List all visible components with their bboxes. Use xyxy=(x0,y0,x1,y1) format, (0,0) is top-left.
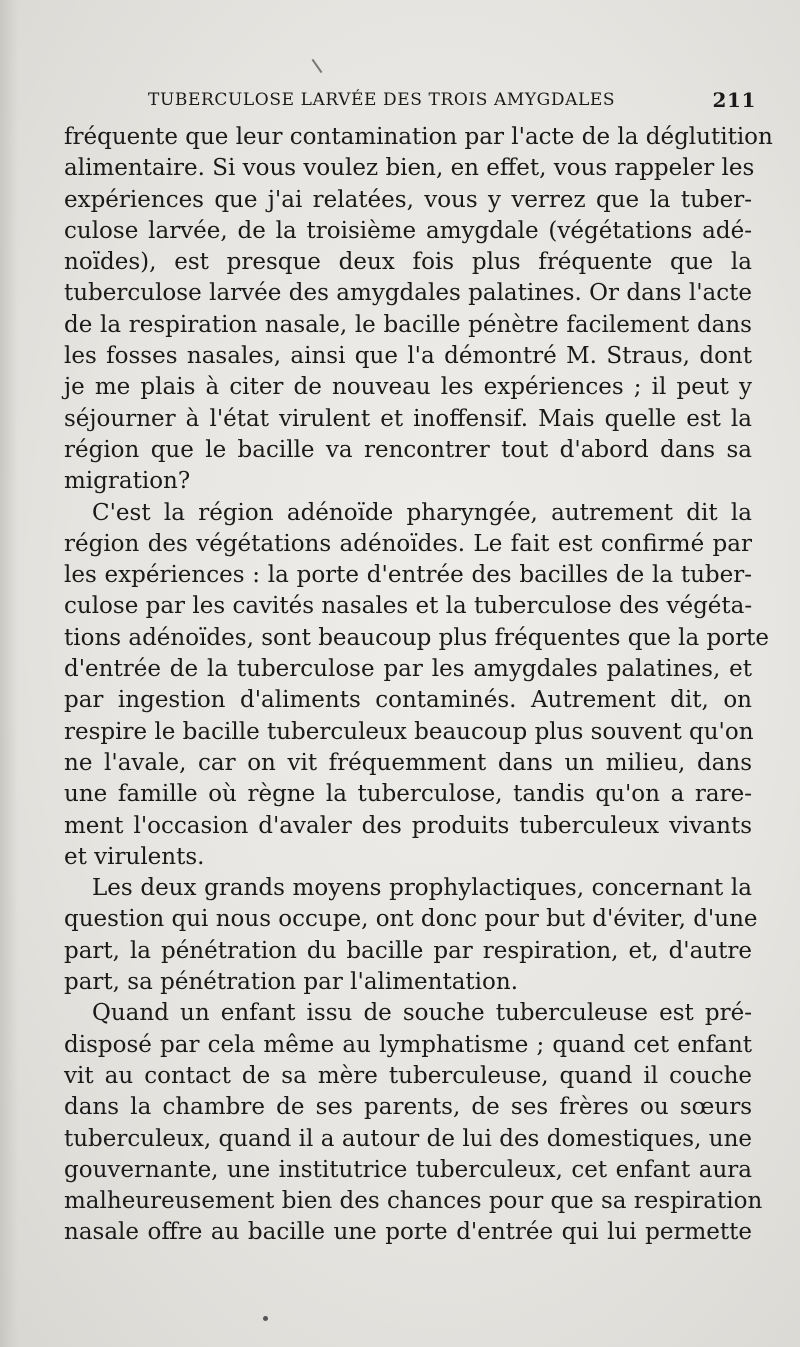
text-line: expériences que j'ai relatées, vous y verrez que la tuber- xyxy=(64,186,752,213)
text-line: alimentaire. Si vous voulez bien, en effet, vous rappeler les xyxy=(64,155,755,182)
text-line: C'est la région adénoïde pharyngée, autrement dit la xyxy=(92,499,752,526)
text-line: et virulents. xyxy=(64,843,205,870)
text-line: par ingestion d'aliments contaminés. Autrement dit, on xyxy=(64,687,752,714)
text-line: ne l'avale, car on vit fréquemment dans un milieu, dans xyxy=(64,749,752,776)
text-line: région que le bacille va rencontrer tout d'abord dans sa xyxy=(64,436,752,463)
text-line: question qui nous occupe, ont donc pour but d'éviter, d'une xyxy=(64,906,758,933)
text-line: Quand un enfant issu de souche tuberculeuse est pré- xyxy=(92,1000,752,1027)
text-line: respire le bacille tuberculeux beaucoup plus souvent qu'on xyxy=(64,718,754,745)
text-line: migration? xyxy=(64,468,191,495)
text-line: ment l'occasion d'avaler des produits tuberculeux vivants xyxy=(64,812,752,839)
text-line: nasale offre au bacille une porte d'entrée qui lui permette xyxy=(64,1219,752,1246)
body-text xyxy=(64,122,773,1249)
text-line: part, la pénétration du bacille par respiration, et, d'autre xyxy=(64,937,752,964)
text-line: culose larvée, de la troisième amygdale (végétations adé- xyxy=(64,217,752,244)
print-speck xyxy=(263,1316,268,1321)
page-number: 211 xyxy=(712,88,756,112)
text-line: de la respiration nasale, le bacille pénètre facilement dans xyxy=(64,311,752,338)
text-line: tuberculeux, quand il a autour de lui des domestiques, une xyxy=(64,1125,752,1152)
running-header xyxy=(148,88,756,112)
text-line: fréquente que leur contamination par l'acte de la déglutition xyxy=(64,124,773,150)
text-line: tuberculose larvée des amygdales palatines. Or dans l'acte xyxy=(64,280,752,307)
text-line: séjourner à l'état virulent et inoffensif. Mais quelle est la xyxy=(64,405,752,432)
text-line: les fosses nasales, ainsi que l'a démontré M. Straus, dont xyxy=(64,343,752,370)
text-line: région des végétations adénoïdes. Le fait est confirmé par xyxy=(64,530,752,557)
text-line: noïdes), est presque deux fois plus fréquente que la xyxy=(64,249,752,276)
text-line: je me plais à citer de nouveau les expériences ; il peut y xyxy=(64,374,752,401)
text-line: vit au contact de sa mère tuberculeuse, quand il couche xyxy=(64,1062,752,1089)
text-line: disposé par cela même au lymphatisme ; quand cet enfant xyxy=(64,1031,752,1058)
text-line: Les deux grands moyens prophylactiques, concernant la xyxy=(92,875,752,902)
text-line: gouvernante, une institutrice tuberculeux, cet enfant aura xyxy=(64,1156,752,1183)
text-line: tions adénoïdes, sont beaucoup plus fréquentes que la porte xyxy=(64,624,769,651)
text-line: culose par les cavités nasales et la tuberculose des végéta- xyxy=(64,593,753,620)
text-line: une famille où règne la tuberculose, tandis qu'on a rare- xyxy=(64,781,752,808)
print-mark xyxy=(312,59,323,73)
text-line: malheureusement bien des chances pour que sa respiration xyxy=(64,1188,763,1215)
running-title: TUBERCULOSE LARVÉE DES TROIS AMYGDALES xyxy=(148,90,616,110)
text-line: les expériences : la porte d'entrée des bacilles de la tuber- xyxy=(64,562,752,589)
text-line: d'entrée de la tuberculose par les amygdales palatines, et xyxy=(64,656,752,683)
text-line: dans la chambre de ses parents, de ses frères ou sœurs xyxy=(64,1094,752,1121)
page-gutter-shadow xyxy=(0,0,18,1347)
text-line: part, sa pénétration par l'alimentation. xyxy=(64,969,519,996)
